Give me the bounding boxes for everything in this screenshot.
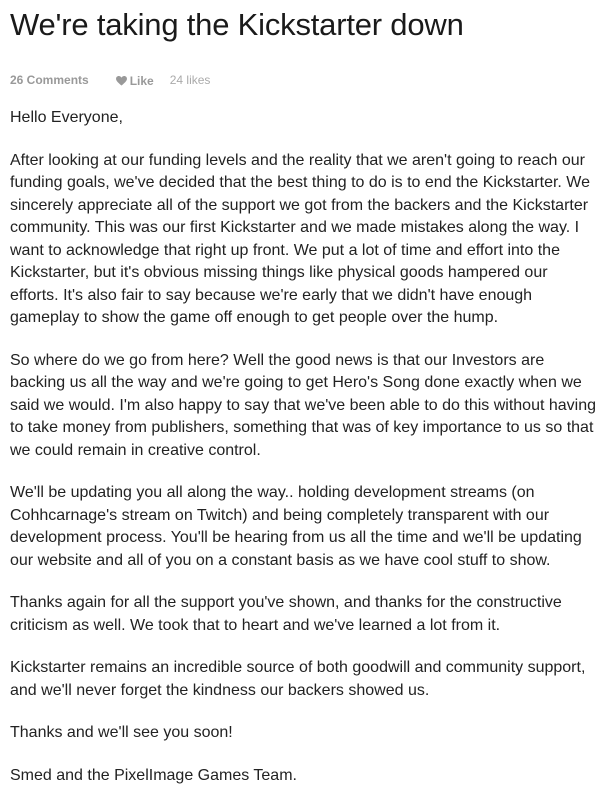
heart-icon xyxy=(116,76,127,86)
paragraph: So where do we go from here? Well the good news is that our Investors are backing us all the way and we're going to get Hero's Song done exactly when we said we would. I'm also happy to say that we've been able to do this without having to take money from publishers, something that was of key importance to us so that we could remain in creative control. xyxy=(10,351,597,459)
post-body xyxy=(10,107,600,787)
paragraph: Kickstarter remains an incredible source of both goodwill and community support, and we'll never forget the kindness our backers showed us. xyxy=(10,659,586,699)
paragraph: We'll be updating you all along the way.. holding development streams (on Cohhcarnage's stream on Twitch) and being completely transparent with our development process. You'll be hearing from us all the time and we'll be updating our website and all of you on a constant basis as we have cool stuff to show. xyxy=(10,484,582,569)
paragraph: Thanks again for all the support you've shown, and thanks for the constructive criticism as well. We took that to heart and we've learned a lot from it. xyxy=(10,594,562,634)
post-meta xyxy=(10,71,606,89)
like-label: Like xyxy=(129,74,154,88)
paragraph: Thanks and we'll see you soon! xyxy=(10,724,233,741)
comments-link[interactable]: 26 Comments xyxy=(10,73,89,87)
post-title: We're taking the Kickstarter down xyxy=(10,7,464,42)
likes-count: 24 likes xyxy=(169,73,211,87)
paragraph-signature: Smed and the PixelImage Games Team. xyxy=(10,766,297,784)
like-button[interactable] xyxy=(116,74,154,88)
paragraph: After looking at our funding levels and the reality that we aren't going to reach our funding goals, we've decided that the best thing to do is to end the Kickstarter. We sincerely appreciate all of the support we got from the backers and the Kickstarter community. This was our first Kickstarter and we made mistakes along the way. I want to acknowledge that right up front. We put a lot of time and effort into the Kickstarter, but it's obvious missing things like physical goods hampered our efforts. It's also fair to say because we're early that we didn't have enough gameplay to show the game off enough to get people over the hump. xyxy=(10,151,591,326)
paragraph-greeting: Hello Everyone, xyxy=(10,109,123,126)
